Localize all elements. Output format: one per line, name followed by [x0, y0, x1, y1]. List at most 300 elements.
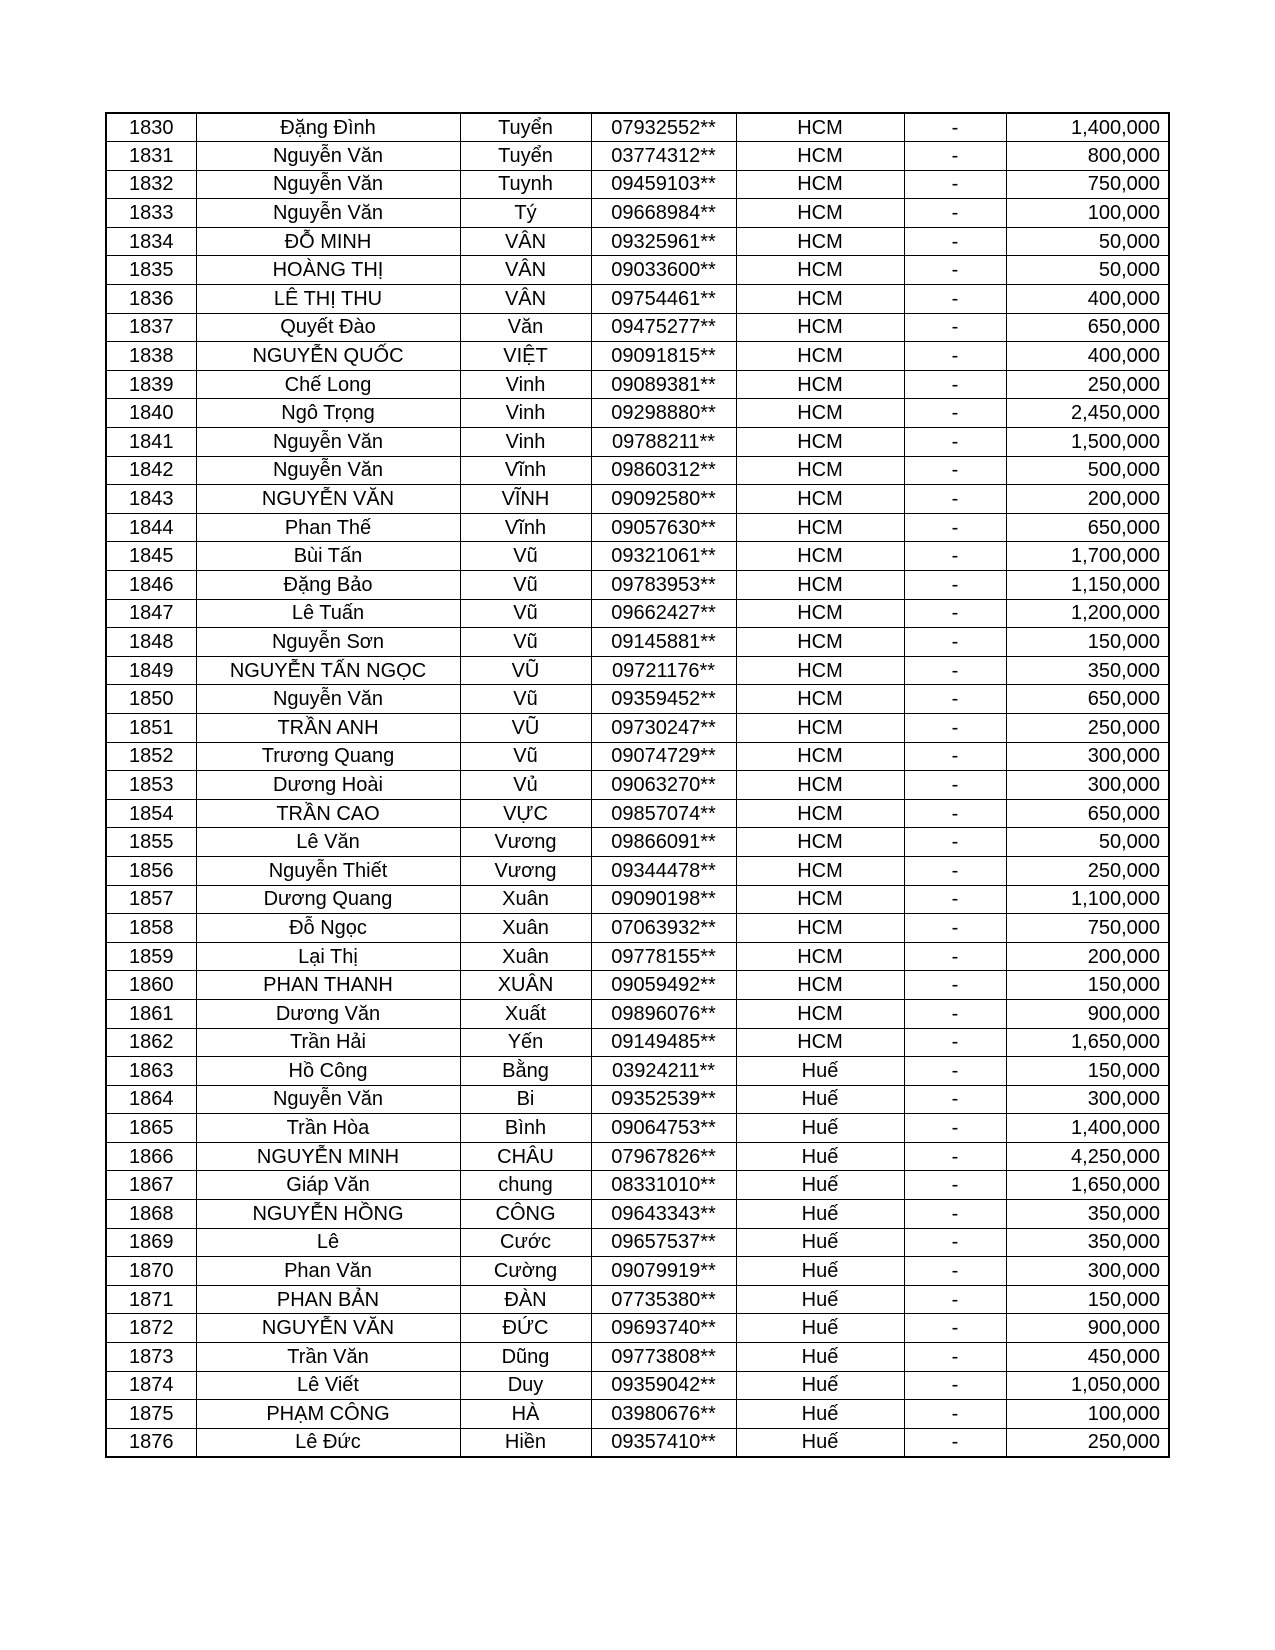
province-cell: HCM — [736, 1028, 904, 1057]
dash-cell: - — [904, 513, 1006, 542]
amount-cell: 1,050,000 — [1006, 1371, 1169, 1400]
phone-cell: 09662427** — [591, 599, 736, 628]
surname-cell: Trương Quang — [196, 742, 460, 771]
province-cell: HCM — [736, 685, 904, 714]
table-row — [106, 485, 1169, 514]
given-name-cell: Vinh — [460, 399, 591, 428]
given-name-cell: VỰC — [460, 799, 591, 828]
province-cell: HCM — [736, 199, 904, 228]
row-number: 1842 — [106, 456, 196, 485]
surname-cell: Trần Hòa — [196, 1114, 460, 1143]
dash-cell: - — [904, 199, 1006, 228]
phone-cell: 07967826** — [591, 1142, 736, 1171]
phone-cell: 09359452** — [591, 685, 736, 714]
province-cell: HCM — [736, 170, 904, 199]
phone-cell: 09857074** — [591, 799, 736, 828]
dash-cell: - — [904, 1142, 1006, 1171]
row-number: 1849 — [106, 656, 196, 685]
dash-cell: - — [904, 856, 1006, 885]
given-name-cell: Văn — [460, 313, 591, 342]
row-number: 1830 — [106, 113, 196, 142]
surname-cell: Lê Viết — [196, 1371, 460, 1400]
dash-cell: - — [904, 942, 1006, 971]
given-name-cell: ĐỨC — [460, 1314, 591, 1343]
table-row — [106, 285, 1169, 314]
given-name-cell: Xuân — [460, 914, 591, 943]
dash-cell: - — [904, 170, 1006, 199]
surname-cell: Đỗ Ngọc — [196, 914, 460, 943]
province-cell: HCM — [736, 542, 904, 571]
phone-cell: 09057630** — [591, 513, 736, 542]
phone-cell: 09149485** — [591, 1028, 736, 1057]
row-number: 1874 — [106, 1371, 196, 1400]
surname-cell: Bùi Tấn — [196, 542, 460, 571]
table-row — [106, 914, 1169, 943]
amount-cell: 1,500,000 — [1006, 428, 1169, 457]
province-cell: HCM — [736, 142, 904, 171]
dash-cell: - — [904, 1085, 1006, 1114]
surname-cell: Nguyễn Văn — [196, 456, 460, 485]
table-row — [106, 1028, 1169, 1057]
phone-cell: 03774312** — [591, 142, 736, 171]
amount-cell: 50,000 — [1006, 256, 1169, 285]
phone-cell: 09079919** — [591, 1257, 736, 1286]
surname-cell: PHAN THANH — [196, 971, 460, 1000]
table-row — [106, 999, 1169, 1028]
given-name-cell: Bình — [460, 1114, 591, 1143]
dash-cell: - — [904, 1200, 1006, 1229]
amount-cell: 150,000 — [1006, 1057, 1169, 1086]
row-number: 1871 — [106, 1285, 196, 1314]
amount-cell: 50,000 — [1006, 227, 1169, 256]
province-cell: Huế — [736, 1314, 904, 1343]
phone-cell: 09063270** — [591, 771, 736, 800]
given-name-cell: Xuân — [460, 885, 591, 914]
row-number: 1856 — [106, 856, 196, 885]
dash-cell: - — [904, 656, 1006, 685]
phone-cell: 09064753** — [591, 1114, 736, 1143]
province-cell: HCM — [736, 370, 904, 399]
dash-cell: - — [904, 1285, 1006, 1314]
given-name-cell: Vủ — [460, 771, 591, 800]
table-row — [106, 1428, 1169, 1457]
surname-cell: TRẦN CAO — [196, 799, 460, 828]
province-cell: HCM — [736, 885, 904, 914]
province-cell: HCM — [736, 313, 904, 342]
table-row — [106, 513, 1169, 542]
table-row — [106, 342, 1169, 371]
province-cell: Huế — [736, 1142, 904, 1171]
dash-cell: - — [904, 914, 1006, 943]
surname-cell: ĐỖ MINH — [196, 227, 460, 256]
given-name-cell: Vinh — [460, 428, 591, 457]
surname-cell: Trần Văn — [196, 1343, 460, 1372]
row-number: 1847 — [106, 599, 196, 628]
table-row — [106, 1400, 1169, 1429]
dash-cell: - — [904, 1371, 1006, 1400]
row-number: 1859 — [106, 942, 196, 971]
amount-cell: 2,450,000 — [1006, 399, 1169, 428]
table-row — [106, 599, 1169, 628]
dash-cell: - — [904, 342, 1006, 371]
amount-cell: 4,250,000 — [1006, 1142, 1169, 1171]
surname-cell: Nguyễn Văn — [196, 170, 460, 199]
dash-cell: - — [904, 1428, 1006, 1457]
amount-cell: 350,000 — [1006, 1200, 1169, 1229]
row-number: 1831 — [106, 142, 196, 171]
surname-cell: Dương Văn — [196, 999, 460, 1028]
given-name-cell: Vinh — [460, 370, 591, 399]
table-row — [106, 113, 1169, 142]
surname-cell: Ngô Trọng — [196, 399, 460, 428]
dash-cell: - — [904, 1343, 1006, 1372]
table-row — [106, 656, 1169, 685]
surname-cell: NGUYỄN QUỐC — [196, 342, 460, 371]
table-row — [106, 742, 1169, 771]
province-cell: Huế — [736, 1285, 904, 1314]
province-cell: HCM — [736, 428, 904, 457]
row-number: 1845 — [106, 542, 196, 571]
province-cell: HCM — [736, 942, 904, 971]
row-number: 1852 — [106, 742, 196, 771]
given-name-cell: VÂN — [460, 285, 591, 314]
phone-cell: 09092580** — [591, 485, 736, 514]
row-number: 1836 — [106, 285, 196, 314]
given-name-cell: Yến — [460, 1028, 591, 1057]
surname-cell: PHẠM CÔNG — [196, 1400, 460, 1429]
phone-cell: 09321061** — [591, 542, 736, 571]
amount-cell: 100,000 — [1006, 1400, 1169, 1429]
province-cell: Huế — [736, 1343, 904, 1372]
given-name-cell: Tuyển — [460, 142, 591, 171]
dash-cell: - — [904, 1400, 1006, 1429]
province-cell: HCM — [736, 856, 904, 885]
phone-cell: 07063932** — [591, 914, 736, 943]
given-name-cell: CÔNG — [460, 1200, 591, 1229]
given-name-cell: VĨNH — [460, 485, 591, 514]
table-row — [106, 199, 1169, 228]
given-name-cell: Tuynh — [460, 170, 591, 199]
phone-cell: 07932552** — [591, 113, 736, 142]
row-number: 1833 — [106, 199, 196, 228]
phone-cell: 09693740** — [591, 1314, 736, 1343]
given-name-cell: Tuyển — [460, 113, 591, 142]
given-name-cell: XUÂN — [460, 971, 591, 1000]
surname-cell: NGUYỄN TẤN NGỌC — [196, 656, 460, 685]
phone-cell: 09778155** — [591, 942, 736, 971]
row-number: 1862 — [106, 1028, 196, 1057]
surname-cell: Nguyễn Văn — [196, 199, 460, 228]
given-name-cell: Bi — [460, 1085, 591, 1114]
province-cell: HCM — [736, 799, 904, 828]
province-cell: Huế — [736, 1400, 904, 1429]
dash-cell: - — [904, 571, 1006, 600]
province-cell: Huế — [736, 1371, 904, 1400]
dash-cell: - — [904, 742, 1006, 771]
amount-cell: 1,400,000 — [1006, 113, 1169, 142]
phone-cell: 09090198** — [591, 885, 736, 914]
amount-cell: 900,000 — [1006, 999, 1169, 1028]
surname-cell: LÊ THỊ THU — [196, 285, 460, 314]
amount-cell: 150,000 — [1006, 1285, 1169, 1314]
given-name-cell: Duy — [460, 1371, 591, 1400]
amount-cell: 300,000 — [1006, 1257, 1169, 1286]
phone-cell: 09357410** — [591, 1428, 736, 1457]
surname-cell: Quyết Đào — [196, 313, 460, 342]
surname-cell: Phan Thế — [196, 513, 460, 542]
dash-cell: - — [904, 1257, 1006, 1286]
province-cell: HCM — [736, 742, 904, 771]
phone-cell: 09359042** — [591, 1371, 736, 1400]
province-cell: HCM — [736, 628, 904, 657]
amount-cell: 650,000 — [1006, 513, 1169, 542]
surname-cell: Phan Văn — [196, 1257, 460, 1286]
dash-cell: - — [904, 542, 1006, 571]
phone-cell: 09459103** — [591, 170, 736, 199]
phone-cell: 03924211** — [591, 1057, 736, 1086]
table-row — [106, 1314, 1169, 1343]
table-row — [106, 1171, 1169, 1200]
province-cell: Huế — [736, 1085, 904, 1114]
surname-cell: Nguyễn Văn — [196, 428, 460, 457]
row-number: 1839 — [106, 370, 196, 399]
dash-cell: - — [904, 113, 1006, 142]
amount-cell: 1,400,000 — [1006, 1114, 1169, 1143]
phone-cell: 09344478** — [591, 856, 736, 885]
row-number: 1838 — [106, 342, 196, 371]
table-row — [106, 227, 1169, 256]
surname-cell: Lê Văn — [196, 828, 460, 857]
surname-cell: Nguyễn Văn — [196, 685, 460, 714]
dash-cell: - — [904, 799, 1006, 828]
table-row — [106, 799, 1169, 828]
province-cell: HCM — [736, 399, 904, 428]
table-row — [106, 313, 1169, 342]
table-row — [106, 1228, 1169, 1257]
table-row — [106, 885, 1169, 914]
given-name-cell: Vũ — [460, 628, 591, 657]
amount-cell: 250,000 — [1006, 370, 1169, 399]
table-body — [106, 113, 1169, 1457]
province-cell: HCM — [736, 456, 904, 485]
surname-cell: Dương Hoài — [196, 771, 460, 800]
phone-cell: 09773808** — [591, 1343, 736, 1372]
given-name-cell: Vĩnh — [460, 456, 591, 485]
amount-cell: 200,000 — [1006, 485, 1169, 514]
given-name-cell: Vương — [460, 856, 591, 885]
given-name-cell: Bằng — [460, 1057, 591, 1086]
amount-cell: 750,000 — [1006, 914, 1169, 943]
row-number: 1876 — [106, 1428, 196, 1457]
surname-cell: PHAN BẢN — [196, 1285, 460, 1314]
province-cell: HCM — [736, 485, 904, 514]
province-cell: Huế — [736, 1171, 904, 1200]
phone-cell: 09074729** — [591, 742, 736, 771]
given-name-cell: Vũ — [460, 571, 591, 600]
phone-cell: 09298880** — [591, 399, 736, 428]
province-cell: HCM — [736, 513, 904, 542]
province-cell: HCM — [736, 828, 904, 857]
surname-cell: Lê Đức — [196, 1428, 460, 1457]
amount-cell: 1,650,000 — [1006, 1028, 1169, 1057]
given-name-cell: Tý — [460, 199, 591, 228]
table-row — [106, 856, 1169, 885]
surname-cell: NGUYỄN VĂN — [196, 1314, 460, 1343]
province-cell: HCM — [736, 113, 904, 142]
amount-cell: 650,000 — [1006, 313, 1169, 342]
phone-cell: 09788211** — [591, 428, 736, 457]
given-name-cell: Cước — [460, 1228, 591, 1257]
dash-cell: - — [904, 999, 1006, 1028]
amount-cell: 1,100,000 — [1006, 885, 1169, 914]
phone-cell: 09866091** — [591, 828, 736, 857]
amount-cell: 400,000 — [1006, 285, 1169, 314]
table-row — [106, 828, 1169, 857]
province-cell: HCM — [736, 914, 904, 943]
row-number: 1870 — [106, 1257, 196, 1286]
table-row — [106, 370, 1169, 399]
row-number: 1867 — [106, 1171, 196, 1200]
row-number: 1844 — [106, 513, 196, 542]
table-row — [106, 542, 1169, 571]
table-row — [106, 771, 1169, 800]
table-row — [106, 713, 1169, 742]
province-cell: HCM — [736, 227, 904, 256]
row-number: 1832 — [106, 170, 196, 199]
amount-cell: 750,000 — [1006, 170, 1169, 199]
dash-cell: - — [904, 599, 1006, 628]
row-number: 1863 — [106, 1057, 196, 1086]
province-cell: Huế — [736, 1057, 904, 1086]
amount-cell: 1,200,000 — [1006, 599, 1169, 628]
dash-cell: - — [904, 1028, 1006, 1057]
row-number: 1835 — [106, 256, 196, 285]
province-cell: Huế — [736, 1428, 904, 1457]
dash-cell: - — [904, 256, 1006, 285]
row-number: 1869 — [106, 1228, 196, 1257]
phone-cell: 09145881** — [591, 628, 736, 657]
given-name-cell: Xuất — [460, 999, 591, 1028]
given-name-cell: CHÂU — [460, 1142, 591, 1171]
amount-cell: 250,000 — [1006, 713, 1169, 742]
amount-cell: 300,000 — [1006, 742, 1169, 771]
table-row — [106, 571, 1169, 600]
amount-cell: 800,000 — [1006, 142, 1169, 171]
amount-cell: 350,000 — [1006, 656, 1169, 685]
surname-cell: Trần Hải — [196, 1028, 460, 1057]
amount-cell: 250,000 — [1006, 1428, 1169, 1457]
amount-cell: 300,000 — [1006, 771, 1169, 800]
surname-cell: Đặng Bảo — [196, 571, 460, 600]
province-cell: Huế — [736, 1200, 904, 1229]
phone-cell: 09721176** — [591, 656, 736, 685]
phone-cell: 09657537** — [591, 1228, 736, 1257]
dash-cell: - — [904, 313, 1006, 342]
dash-cell: - — [904, 1171, 1006, 1200]
row-number: 1868 — [106, 1200, 196, 1229]
row-number: 1840 — [106, 399, 196, 428]
row-number: 1864 — [106, 1085, 196, 1114]
given-name-cell: HÀ — [460, 1400, 591, 1429]
phone-cell: 07735380** — [591, 1285, 736, 1314]
given-name-cell: Vĩnh — [460, 513, 591, 542]
table-row — [106, 1200, 1169, 1229]
phone-cell: 09643343** — [591, 1200, 736, 1229]
given-name-cell: VŨ — [460, 713, 591, 742]
given-name-cell: Cường — [460, 1257, 591, 1286]
phone-cell: 09352539** — [591, 1085, 736, 1114]
province-cell: HCM — [736, 599, 904, 628]
row-number: 1858 — [106, 914, 196, 943]
table-row — [106, 456, 1169, 485]
table-row — [106, 256, 1169, 285]
row-number: 1853 — [106, 771, 196, 800]
dash-cell: - — [904, 227, 1006, 256]
surname-cell: NGUYỄN VĂN — [196, 485, 460, 514]
table-row — [106, 685, 1169, 714]
table-row — [106, 628, 1169, 657]
province-cell: HCM — [736, 999, 904, 1028]
row-number: 1873 — [106, 1343, 196, 1372]
given-name-cell: Vũ — [460, 542, 591, 571]
dash-cell: - — [904, 1228, 1006, 1257]
amount-cell: 1,150,000 — [1006, 571, 1169, 600]
dash-cell: - — [904, 142, 1006, 171]
phone-cell: 08331010** — [591, 1171, 736, 1200]
province-cell: HCM — [736, 256, 904, 285]
surname-cell: Đặng Đình — [196, 113, 460, 142]
dash-cell: - — [904, 485, 1006, 514]
phone-cell: 09325961** — [591, 227, 736, 256]
dash-cell: - — [904, 285, 1006, 314]
dash-cell: - — [904, 771, 1006, 800]
row-number: 1851 — [106, 713, 196, 742]
amount-cell: 50,000 — [1006, 828, 1169, 857]
row-number: 1865 — [106, 1114, 196, 1143]
row-number: 1850 — [106, 685, 196, 714]
table-row — [106, 142, 1169, 171]
phone-cell: 09860312** — [591, 456, 736, 485]
given-name-cell: Vương — [460, 828, 591, 857]
province-cell: HCM — [736, 771, 904, 800]
given-name-cell: Vũ — [460, 685, 591, 714]
province-cell: Huế — [736, 1257, 904, 1286]
dash-cell: - — [904, 971, 1006, 1000]
province-cell: HCM — [736, 285, 904, 314]
given-name-cell: Vũ — [460, 742, 591, 771]
table-row — [106, 1142, 1169, 1171]
table-row — [106, 1085, 1169, 1114]
row-number: 1872 — [106, 1314, 196, 1343]
row-number: 1834 — [106, 227, 196, 256]
amount-cell: 100,000 — [1006, 199, 1169, 228]
row-number: 1843 — [106, 485, 196, 514]
row-number: 1855 — [106, 828, 196, 857]
row-number: 1866 — [106, 1142, 196, 1171]
phone-cell: 09730247** — [591, 713, 736, 742]
surname-cell: Hồ Công — [196, 1057, 460, 1086]
phone-cell: 09033600** — [591, 256, 736, 285]
province-cell: HCM — [736, 656, 904, 685]
given-name-cell: VÂN — [460, 256, 591, 285]
table-row — [106, 1114, 1169, 1143]
table-row — [106, 1371, 1169, 1400]
amount-cell: 900,000 — [1006, 1314, 1169, 1343]
surname-cell: NGUYỄN HỒNG — [196, 1200, 460, 1229]
province-cell: HCM — [736, 713, 904, 742]
row-number: 1860 — [106, 971, 196, 1000]
dash-cell: - — [904, 885, 1006, 914]
